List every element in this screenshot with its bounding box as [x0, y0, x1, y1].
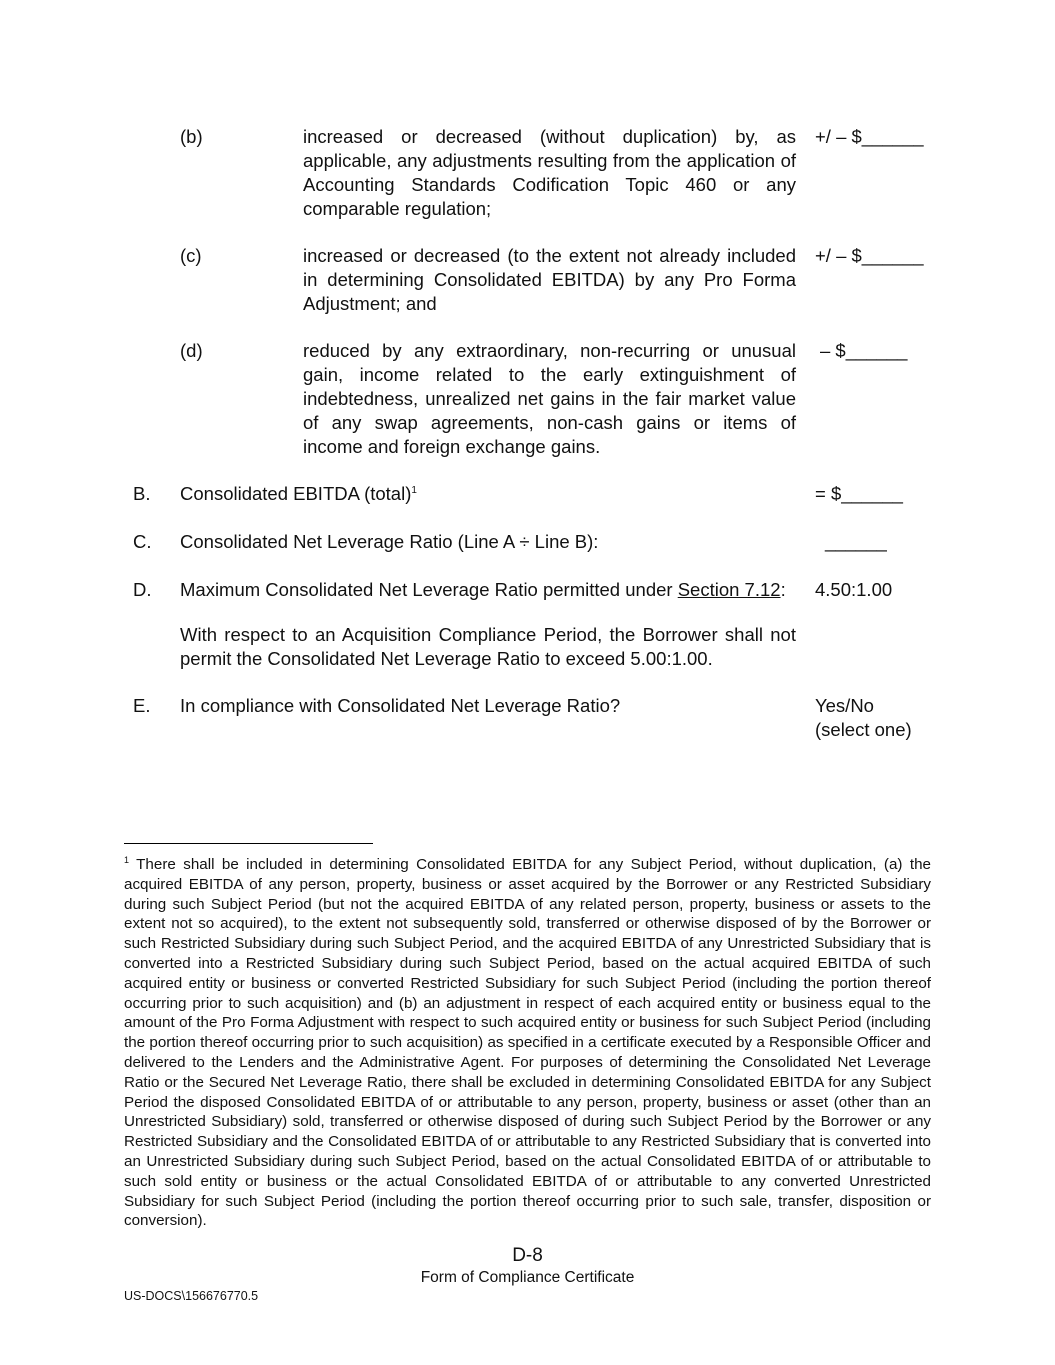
item-b-label: (b): [180, 126, 203, 147]
line-b-description: [180, 482, 417, 506]
line-e-answer: [815, 694, 912, 742]
footnote-marker: 1: [124, 854, 130, 865]
document-id: US-DOCS\156676770.5: [124, 1289, 259, 1303]
item-b-text: increased or decreased (without duplication) by, as applicable, any adjustments resulting from the application of Accounting Standards Codification Topic 460 or any comparable regulation;: [303, 126, 796, 219]
page-number: D-8: [512, 1245, 543, 1266]
item-c-amount: +/ – $______: [815, 245, 924, 266]
line-e-answer-hint: (select one): [815, 719, 912, 740]
line-d-amount: 4.50:1.00: [815, 579, 893, 600]
line-c-letter: C.: [133, 531, 152, 552]
line-e-answer-options: Yes/No: [815, 695, 874, 716]
line-e-text: In compliance with Consolidated Net Leverage Ratio?: [180, 695, 621, 716]
footnote-text: There shall be included in determining Consolidated EBITDA for any Subject Period, without duplication, (a) the acquired EBITDA of any person, property, business or asset acquired by the Borrower or any Restricted Subsidiary during such Subject Period (but not the acquired EBITDA of any related person, property, business or assets to the extent not so acquired), to the extent not subsequently sold, transferred or otherwise disposed of by the Borrower or such Restricted Subsidiary during such Subject Period, and the acquired EBITDA of any Unrestricted Subsidiary that is converted into a Restricted Subsidiary during such Subject Period, based on the actual acquired EBITDA of such acquired entity or business or converted Restricted Subsidiary for such Subject Period (including the portion thereof occurring prior to such acquisition) and (b) an adjustment in respect of each acquired entity or business equal to the amount of the Pro Forma Adjustment with respect to such acquired entity or business for such Subject Period (including the portion thereof occurring prior to such acquisition) as specified in a certificate executed by a Responsible Officer and delivered to the Lenders and the Administrative Agent. For purposes of determining the Consolidated Net Leverage Ratio or the Secured Net Leverage Ratio, there shall be excluded in determining Consolidated EBITDA for any Subject Period the disposed Consolidated EBITDA of or attributable to any person, property, business or asset (other than an Unrestricted Subsidiary) sold, transferred or otherwise disposed of during such Subject Period by the Borrower or any Restricted Subsidiary and the Consolidated EBITDA of or attributable to any Restricted Subsidiary that is converted into an Unrestricted Subsidiary during such Subject Period, based on the actual Consolidated EBITDA of or attributable to such sold entity or business or the actual Consolidated EBITDA of or attributable to any converted Unrestricted Subsidiary for such Subject Period (including the portion thereof occurring prior to such sale, transfer, disposition or conversion).: [124, 856, 932, 1230]
line-d-letter: D.: [133, 579, 152, 600]
line-d-description: [180, 578, 786, 602]
section-reference: Section 7.12: [677, 579, 781, 600]
line-b-letter: B.: [133, 483, 151, 504]
item-d-text: reduced by any extraordinary, non-recurring or unusual gain, income related to the early extinguishment of indebtedness, unrealized net gains in the fair market value of any swap agreements, non-cash gains or items of income and foreign exchange gains.: [303, 340, 796, 457]
line-d-note: With respect to an Acquisition Compliance Period, the Borrower shall not permit the Consolidated Net Leverage Ratio to exceed 5.00:1.00.: [180, 624, 796, 669]
line-d-colon: :: [780, 579, 786, 600]
item-d-amount: – $______: [820, 340, 908, 361]
line-c-amount: ______: [825, 531, 887, 552]
line-c-text: Consolidated Net Leverage Ratio (Line A ÷ Line B):: [180, 531, 599, 552]
item-d-label: (d): [180, 340, 203, 361]
footer-title: Form of Compliance Certificate: [420, 1269, 635, 1286]
item-c-text: increased or decreased (to the extent not already included in determining Consolidated EBITDA) by any Pro Forma Adjustment; and: [303, 245, 796, 314]
item-c-label: (c): [180, 245, 202, 266]
line-d-text: Maximum Consolidated Net Leverage Ratio permitted under: [180, 579, 678, 600]
footnote-separator: [124, 843, 373, 844]
footnote-reference: 1: [411, 484, 417, 496]
line-e-letter: E.: [133, 695, 151, 716]
line-b-text: Consolidated EBITDA (total): [180, 483, 412, 504]
item-b-amount: +/ – $______: [815, 126, 924, 147]
footnote: [124, 855, 931, 1231]
line-b-amount: = $______: [815, 483, 903, 504]
